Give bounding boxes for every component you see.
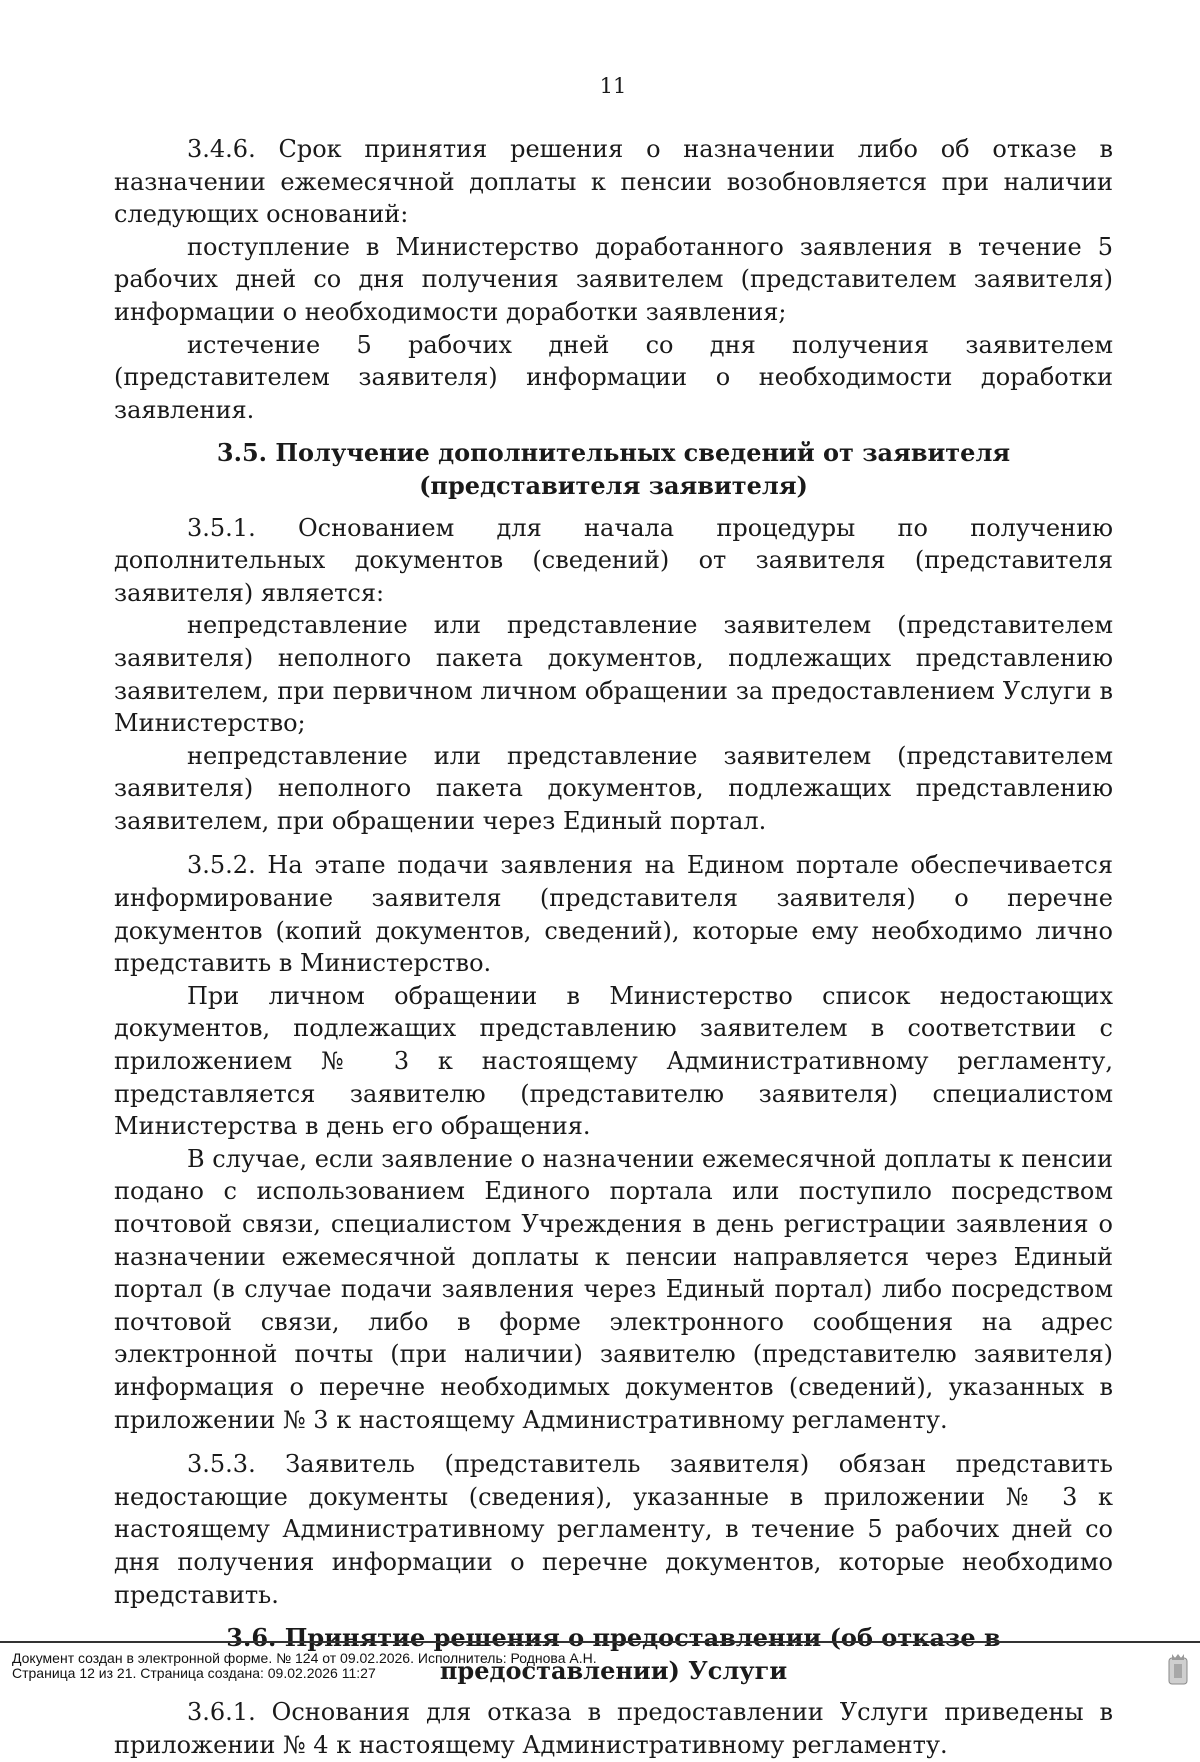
paragraph-portal-case: В случае, если заявление о назначении ежемесячной доплаты к пенсии подано с использованием Единого портала или поступило посредством почтовой связи, специалистом Учреждения в день регистрации заявления о назначении ежемесячной доплаты к пенсии направляется через Единый портал (в случае подачи заявления через Единый портал) либо посредством почтовой связи, либо в форме электронного сообщения на адрес электронной почты (при наличии) заявителю (представителю заявителя) информация о перечне необходимых документов (сведений), указанных в приложении № 3 к настоящему Административному регламенту. — [114, 1144, 1113, 1434]
paragraph-3-5-1-item-2: непредставление или представление заявителем (представителем заявителя) неполного пакета документов, подлежащих представлению заявителем, при обращении через Единый портал. — [114, 741, 1113, 835]
paragraph-reason-1: поступление в Министерство доработанного заявления в течение 5 рабочих дней со дня получения заявителем (представителем заявителя) информации о необходимости доработки заявления; — [114, 232, 1113, 326]
footer-line-document-info: Документ создан в электронной форме. № 124 от 09.02.2026. Исполнитель: Роднова А.Н. — [12, 1650, 597, 1666]
document-body — [114, 133, 1113, 1762]
footer-line-page-info: Страница 12 из 21. Страница создана: 09.02.2026 11:27 — [12, 1665, 376, 1681]
paragraph-reason-2: истечение 5 рабочих дней со дня получения заявителем (представителем заявителя) информации о необходимости доработки заявления. — [114, 330, 1113, 424]
paragraph-3-5-1-item-1: непредставление или представление заявителем (представителем заявителя) неполного пакета документов, подлежащих представлению заявителем, при первичном личном обращении за предоставлением Услуги в Министерство; — [114, 611, 1113, 738]
section-heading-3-5: 3.5. Получение дополнительных сведений от заявителя (представителя заявителя) — [216, 438, 1011, 500]
paragraph-3-4-6: 3.4.6. Срок принятия решения о назначении либо об отказе в назначении ежемесячной доплаты к пенсии возобновляется при наличии следующих оснований: — [114, 135, 1113, 229]
paragraph-3-6-1: 3.6.1. Основания для отказа в предоставлении Услуги приведены в приложении № 4 к настоящему Административному регламенту. — [114, 1698, 1113, 1759]
document-footer — [0, 1641, 1200, 1700]
coat-of-arms-icon — [1166, 1652, 1190, 1688]
paragraph-3-5-3: 3.5.3. Заявитель (представитель заявителя) обязан представить недостающие документы (сведения), указанные в приложении № 3 к настоящему Административному регламенту, в течение 5 рабочих дней со дня получения информации о перечне документов, которые необходимо представить. — [114, 1450, 1113, 1609]
paragraph-3-5-1: 3.5.1. Основанием для начала процедуры по получению дополнительных документов (сведений) от заявителя (представителя заявителя) является: — [114, 513, 1113, 607]
page-number: 11 — [599, 74, 627, 98]
paragraph-personal-visit: При личном обращении в Министерство список недостающих документов, подлежащих представлению заявителем в соответствии с приложением № 3 к настоящему Административному регламенту, представляется заявителю (представителю заявителя) специалистом Министерства в день его обращения. — [114, 981, 1113, 1141]
paragraph-3-5-2: 3.5.2. На этапе подачи заявления на Едином портале обеспечивается информирование заявителя (представителя заявителя) о перечне документов (копий документов, сведений), которые ему необходимо лично представить в Министерство. — [114, 851, 1113, 978]
section-heading-3-6: 3.6. Принятие решения о предоставлении (об отказе в предоставлении) Услуги — [226, 1623, 1001, 1685]
